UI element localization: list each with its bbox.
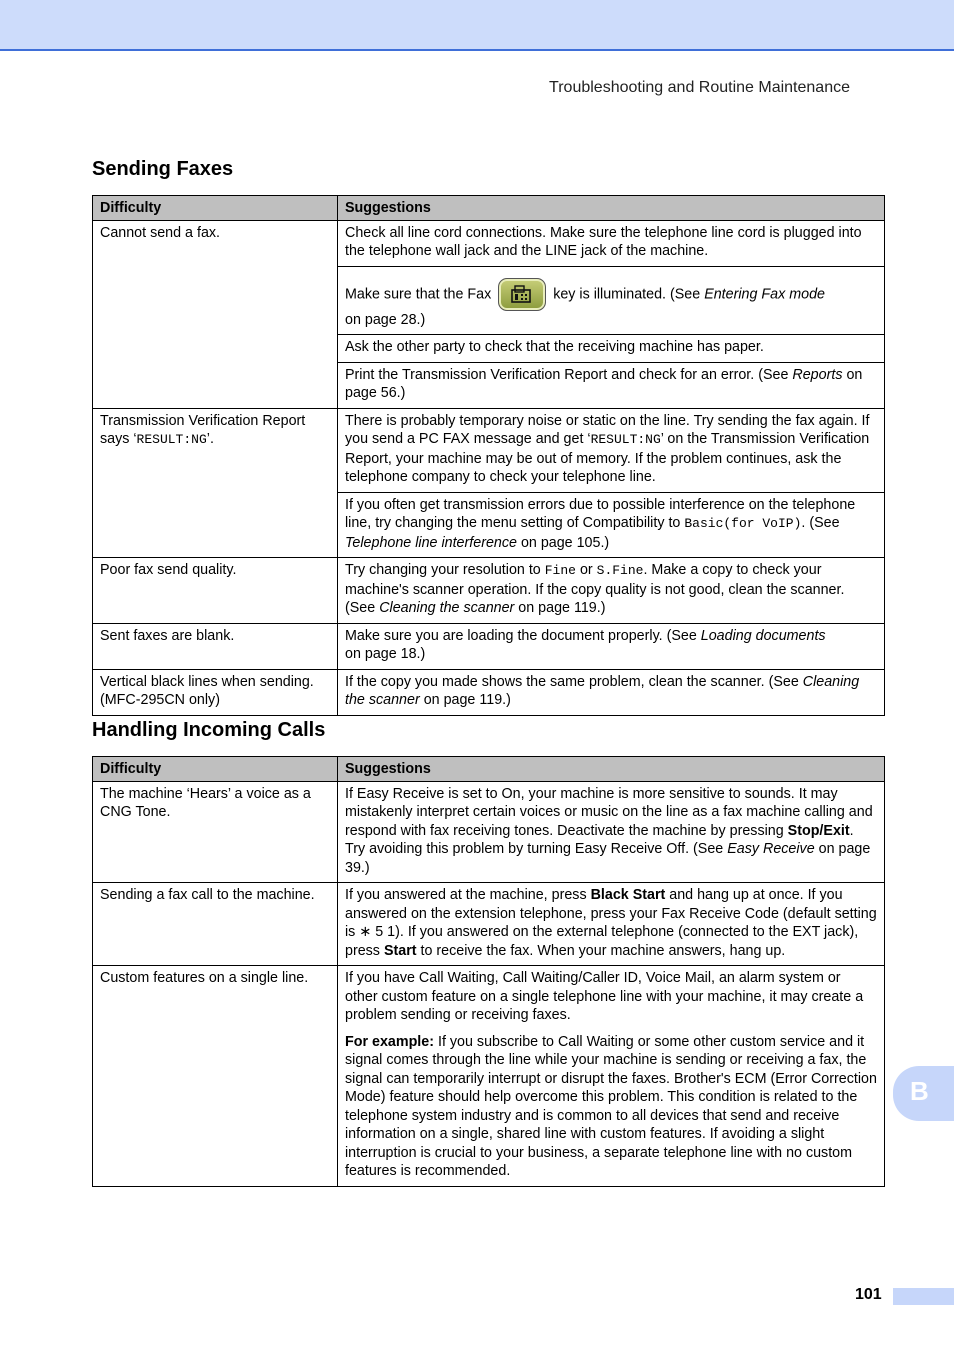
fax-icon xyxy=(498,278,546,311)
table-row xyxy=(93,781,885,883)
difficulty-header: Difficulty xyxy=(93,757,338,782)
suggestion-cell: Print the Transmission Verification Report and check for an error. (See Reports on page 56.) xyxy=(338,362,885,408)
sending-faxes-table xyxy=(92,195,885,716)
suggestion-cell: If Easy Receive is set to On, your machine is more sensitive to sounds. It may mistakenly interpret certain voices or music on the line as a fax machine calling and respond with fax receiving tones. Deactivate the machine by pressing Stop/Exit. Try avoiding this problem by turning Easy Receive Off. (See Easy Receive on page 39.) xyxy=(338,781,885,883)
suggestions-header: Suggestions xyxy=(338,196,885,221)
difficulty-cell: Custom features on a single line. xyxy=(93,966,338,1187)
difficulty-cell: The machine ‘Hears’ a voice as a CNG Tone. xyxy=(93,781,338,883)
handling-incoming-calls-title: Handling Incoming Calls xyxy=(92,719,326,741)
difficulty-cell: Vertical black lines when sending. (MFC-295CN only) xyxy=(93,669,338,715)
header-band xyxy=(0,0,954,51)
suggestion-cell: Try changing your resolution to Fine or S.Fine. Make a copy to check your machine's scanner operation. If the copy quality is not good, clean the scanner. (See Cleaning the scanner on page 119.) xyxy=(338,558,885,624)
table-header-row xyxy=(93,196,885,221)
table-row xyxy=(93,883,885,966)
difficulty-cell: Cannot send a fax. xyxy=(93,220,338,408)
difficulty-cell: Poor fax send quality. xyxy=(93,558,338,624)
table-row xyxy=(93,220,885,266)
difficulty-cell: Sending a fax call to the machine. xyxy=(93,883,338,966)
table-row xyxy=(93,623,885,669)
difficulty-cell: Transmission Verification Report says ‘RESULT:NG’. xyxy=(93,408,338,558)
suggestions-header: Suggestions xyxy=(338,757,885,782)
chapter-tab xyxy=(893,1066,954,1121)
table-row xyxy=(93,669,885,715)
difficulty-header: Difficulty xyxy=(93,196,338,221)
table-row xyxy=(93,558,885,624)
table-header-row xyxy=(93,757,885,782)
suggestion-cell: If you have Call Waiting, Call Waiting/Caller ID, Voice Mail, an alarm system or other custom feature on a single telephone line with your machine, it may create a problem sending or receiving faxes. For example: If you subscribe to Call Waiting or some other custom service and it signal comes through the line while your machine is sending or receiving a fax, the signal can temporarily interrupt or disrupt the faxes. Brother's ECM (Error Correction Mode) feature should help overcome this problem. This condition is related to the telephone system industry and is common to all devices that send and receive information on a single, shared line with custom features. If avoiding a slight interruption is crucial to your business, a separate telephone line with no custom features is recommended. xyxy=(338,966,885,1187)
suggestion-cell: There is probably temporary noise or static on the line. Try sending the fax again. If you send a PC FAX message and get ‘RESULT:NG’ on the Transmission Verification Report, your machine may be out of memory. If the problem continues, ask the telephone company to check your telephone line. xyxy=(338,408,885,492)
suggestion-cell: If the copy you made shows the same problem, clean the scanner. (See Cleaning the scanner on page 119.) xyxy=(338,669,885,715)
suggestion-cell: Check all line cord connections. Make sure the telephone line cord is plugged into the telephone wall jack and the LINE jack of the machine. xyxy=(338,220,885,266)
suggestion-cell: Make sure that the Fax key is illuminated. (See Entering Fax mode on page 28.) xyxy=(338,266,885,335)
incoming-calls-table xyxy=(92,756,885,1187)
sending-faxes-title: Sending Faxes xyxy=(92,158,234,180)
suggestion-cell: Ask the other party to check that the receiving machine has paper. xyxy=(338,335,885,363)
table-row xyxy=(93,408,885,492)
page-number-bar xyxy=(893,1288,954,1305)
suggestion-cell: Make sure you are loading the document properly. (See Loading documents on page 18.) xyxy=(338,623,885,669)
chapter-tab-letter: B xyxy=(910,1076,929,1106)
table-row xyxy=(93,966,885,1187)
difficulty-cell: Sent faxes are blank. xyxy=(93,623,338,669)
page-number: 101 xyxy=(855,1286,882,1303)
suggestion-cell: If you answered at the machine, press Black Start and hang up at once. If you answered on the extension telephone, press your Fax Receive Code (default setting is ∗ 5 1). If you answered on the external telephone (connected to the EXT jack), press Start to receive the fax. When your machine answers, hang up. xyxy=(338,883,885,966)
suggestion-cell: If you often get transmission errors due to possible interference on the telephone line, try changing the menu setting of Compatibility to Basic(for VoIP). (See Telephone line interference on page 105.) xyxy=(338,492,885,558)
running-title: Troubleshooting and Routine Maintenance xyxy=(549,79,850,96)
